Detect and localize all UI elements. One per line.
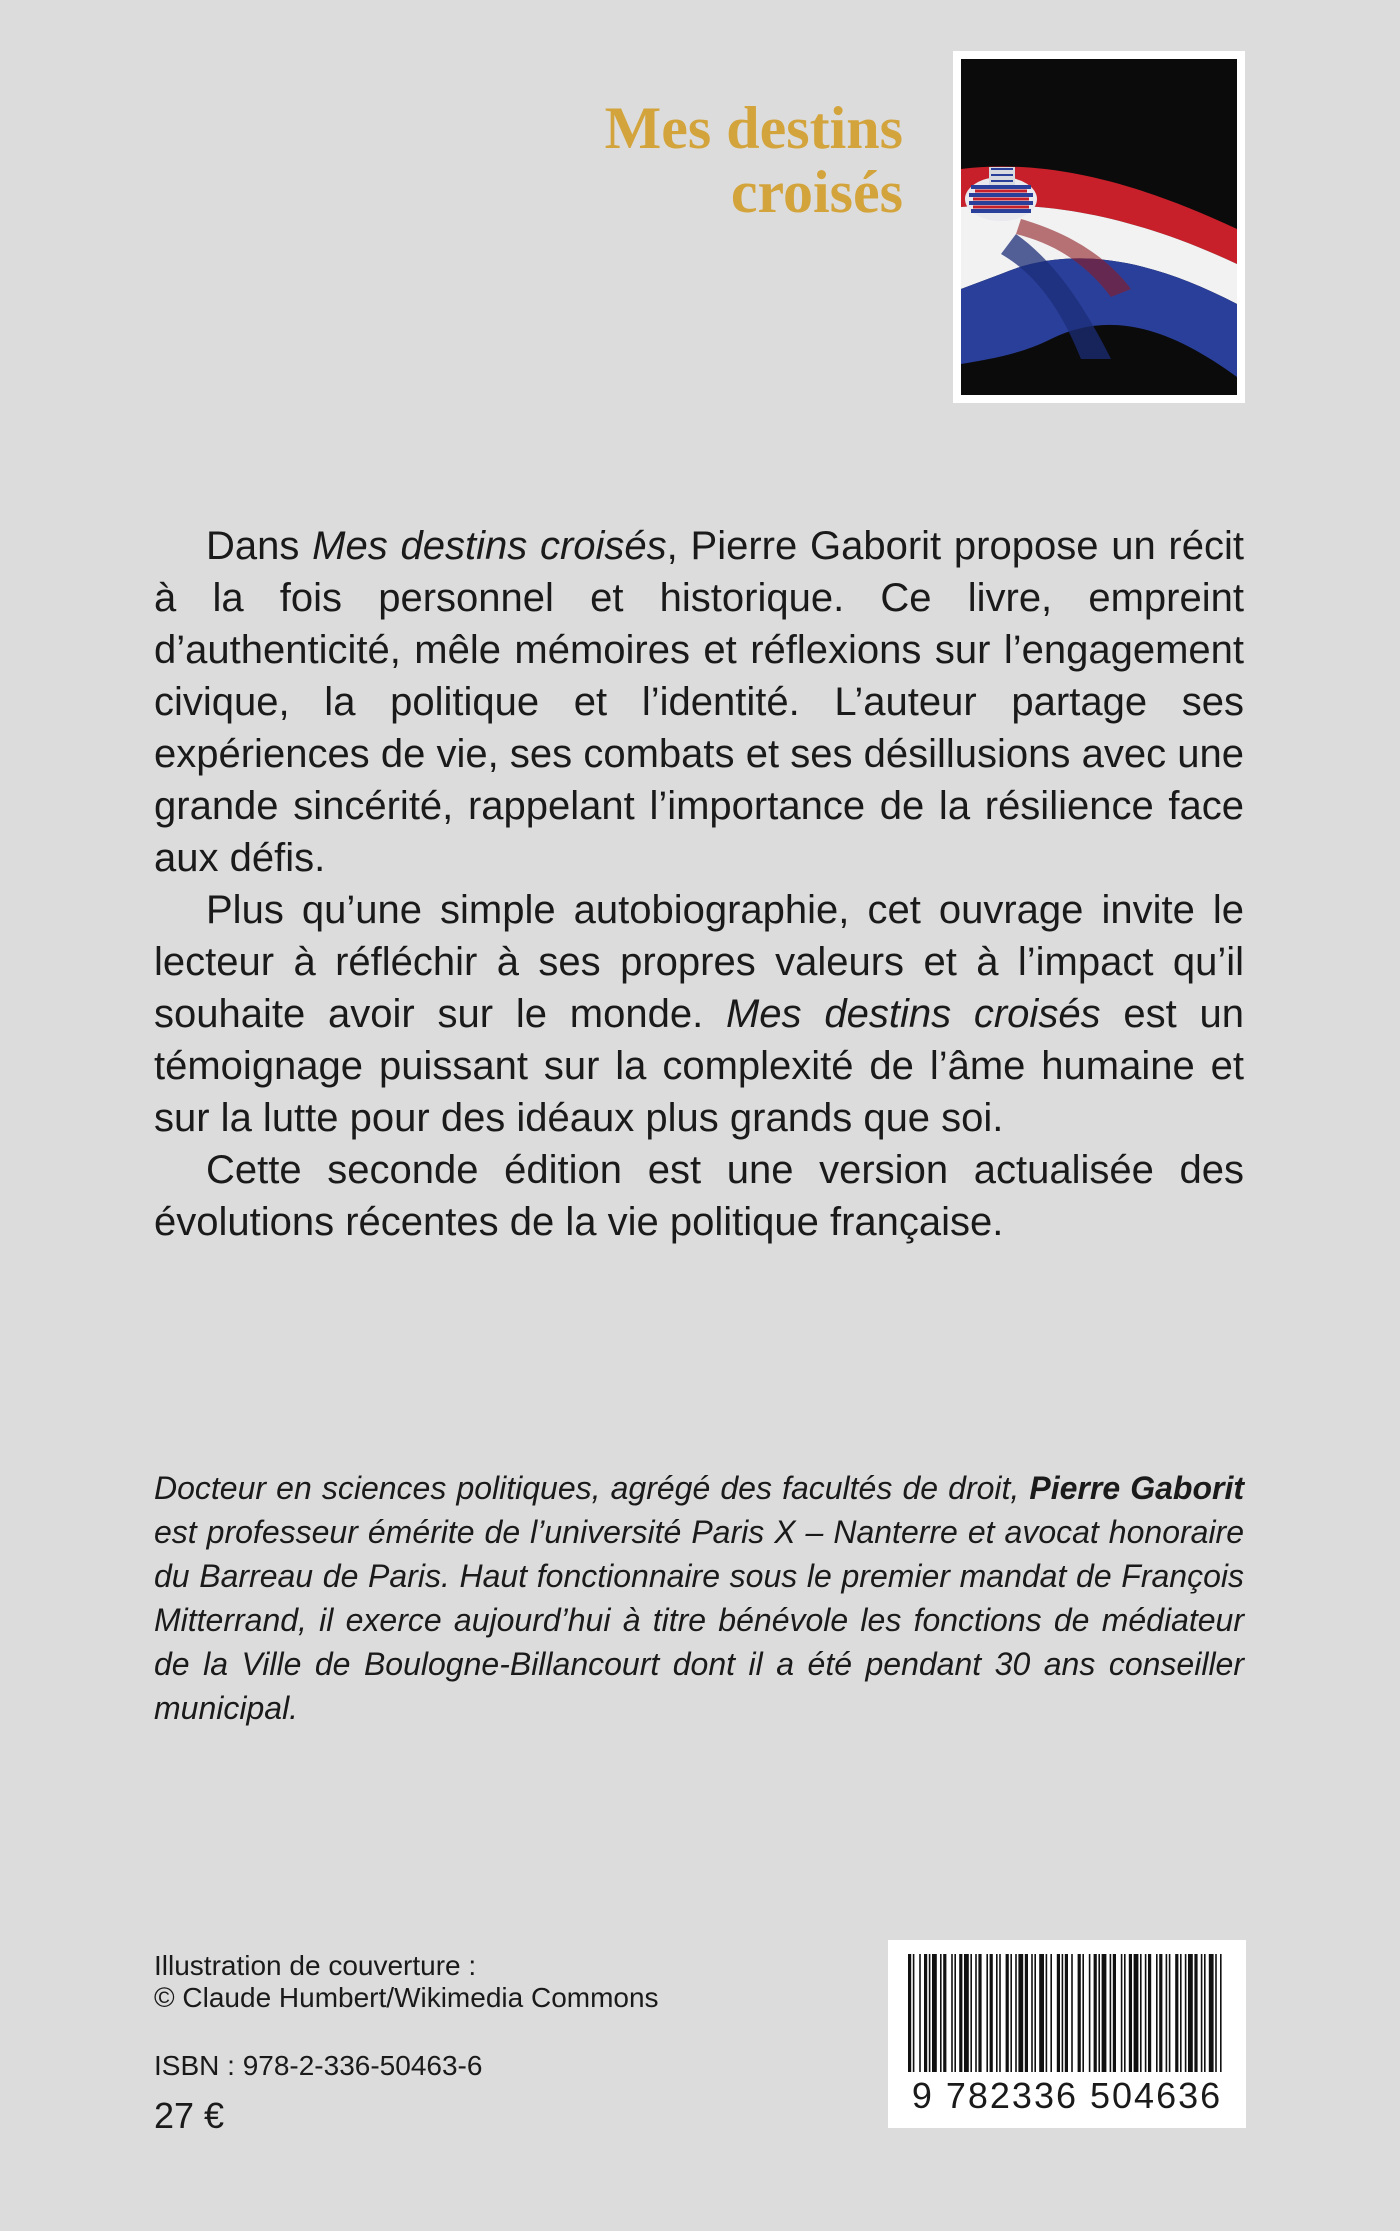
blurb-paragraph-2 [154, 884, 1244, 1144]
barcode-bar [1039, 1954, 1044, 2072]
barcode-bar [1140, 1954, 1142, 2072]
barcode-bar [996, 1954, 998, 2072]
barcode-bar [1110, 1954, 1112, 2072]
cover-illustration [953, 51, 1245, 403]
barcode-bar [1071, 1954, 1073, 2072]
barcode-bar [1025, 1954, 1028, 2072]
price: 27 € [154, 2095, 225, 2136]
barcode-bar [978, 1954, 981, 2072]
barcode-bar [929, 1954, 931, 2072]
barcode-bar [1156, 1954, 1158, 2072]
bio-rest: est professeur émérite de l’université Paris X – Nanterre et avocat honoraire du Barreau de Paris. Haut fonctionnaire sous le premier mandat de François Mitterrand, il exerce aujourd’hui à titre bénévole les fonctions de médiateur de la Ville de Boulogne-Billancourt dont il a été pendant 30 ans conseiller municipal. [154, 1514, 1244, 1726]
barcode-bar [1098, 1954, 1100, 2072]
tricolor-sash-icon [961, 59, 1237, 395]
back-cover-blurb [154, 520, 1244, 1248]
barcode-bar [1209, 1954, 1214, 2072]
barcode-bar [1031, 1954, 1033, 2072]
illustration-credits [154, 1950, 659, 2014]
barcode-bar [1194, 1954, 1197, 2072]
barcode-bar [924, 1954, 927, 2072]
barcode-bar [1145, 1954, 1147, 2072]
barcode-bar [1159, 1954, 1162, 2072]
barcode-bar [1201, 1954, 1203, 2072]
barcode-bar [959, 1954, 962, 2072]
barcode-bar [975, 1954, 977, 2072]
barcode-bar [932, 1954, 937, 2072]
barcode-bar [1175, 1954, 1178, 2072]
barcode-bar [1113, 1954, 1116, 2072]
barcode [888, 1940, 1246, 2128]
barcode-bar [919, 1954, 921, 2072]
barcode-bar [1148, 1954, 1151, 2072]
barcode-bar [951, 1954, 953, 2072]
book-title-line1: Mes destins [604, 95, 903, 161]
barcode-bar [1121, 1954, 1123, 2072]
book-title-line2: croisés [730, 159, 903, 225]
author-bio [154, 1466, 1244, 1730]
barcode-bar [1062, 1954, 1064, 2072]
book-title [605, 96, 903, 224]
barcode-bar [990, 1954, 993, 2072]
barcode-bar [1094, 1954, 1097, 2072]
barcode-bar [940, 1954, 942, 2072]
barcode-bar [1015, 1954, 1017, 2072]
blurb-p2-title: Mes destins croisés [725, 992, 1101, 1036]
barcode-bar [1050, 1954, 1052, 2072]
barcode-bar [1220, 1954, 1222, 2072]
isbn: ISBN : 978-2-336-50463-6 [154, 2050, 483, 2081]
blurb-p2-lead: Plus qu’une simple autobiographie, cet ouvrage invite le lecteur à réfléchir à ses propres valeurs et à l’impact qu’il souhaite avoir sur le monde. [154, 888, 1244, 1036]
barcode-bar [970, 1954, 972, 2072]
barcode-bar [1215, 1954, 1217, 2072]
blurb-paragraph-1 [154, 520, 1244, 884]
barcode-bar [913, 1954, 915, 2072]
barcode-bar [954, 1954, 956, 2072]
barcode-bar [943, 1954, 946, 2072]
barcode-bar [1034, 1954, 1036, 2072]
barcode-bar [1082, 1954, 1084, 2072]
bio-lead: Docteur en sciences politiques, agrégé des facultés de droit, [154, 1470, 1030, 1506]
blurb-paragraph-3: Cette seconde édition est une version actualisée des évolutions récentes de la vie politique française. [154, 1148, 1244, 1244]
barcode-bars [908, 1954, 1226, 2072]
barcode-bar [1046, 1954, 1048, 2072]
barcode-bar [1006, 1954, 1009, 2072]
barcode-bar [1180, 1954, 1182, 2072]
barcode-bar [1018, 1954, 1023, 2072]
barcode-bar [1169, 1954, 1171, 2072]
barcode-bar [1185, 1954, 1187, 2072]
barcode-bar [1124, 1954, 1126, 2072]
barcode-bar [964, 1954, 969, 2072]
barcode-bar [1134, 1954, 1139, 2072]
blurb-p1-title: Mes destins croisés [312, 524, 667, 568]
barcode-bar [1078, 1954, 1081, 2072]
blurb-p1-lead: Dans [206, 524, 313, 568]
barcode-bar [1057, 1954, 1060, 2072]
barcode-bar [999, 1954, 1001, 2072]
blurb-p1-rest: , Pierre Gaborit propose un récit à la fois personnel et historique. Ce livre, empreint d’authenticité, mêle mémoires et réflexions sur l’engagement civique, la politique et l’identité. L’auteur partage ses expériences de vie, ses combats et ses désillusions avec une grande sincérité, rappelant l’importance de la résilience face aux défis. [154, 524, 1244, 880]
barcode-bar [1065, 1954, 1068, 2072]
barcode-bar [1166, 1954, 1168, 2072]
barcode-bar [1204, 1954, 1206, 2072]
barcode-bar [1129, 1954, 1132, 2072]
bio-author-name: Pierre Gaborit [1029, 1470, 1245, 1506]
barcode-digits: 9 782336 504636 [911, 2075, 1223, 2116]
blurb-p2-rest: est un témoignage puissant sur la complexité de l’âme humaine et sur la lutte pour des idéaux plus grands que soi. [154, 992, 1244, 1140]
barcode-bar [1102, 1954, 1107, 2072]
barcode-bar [1010, 1954, 1012, 2072]
barcode-bar [1188, 1954, 1193, 2072]
barcode-bar [1089, 1954, 1091, 2072]
credits-line-1: Illustration de couverture : [154, 1950, 477, 1981]
barcode-bar [908, 1954, 911, 2072]
barcode-bar [986, 1954, 988, 2072]
credits-line-2: © Claude Humbert/Wikimedia Commons [154, 1982, 659, 2013]
